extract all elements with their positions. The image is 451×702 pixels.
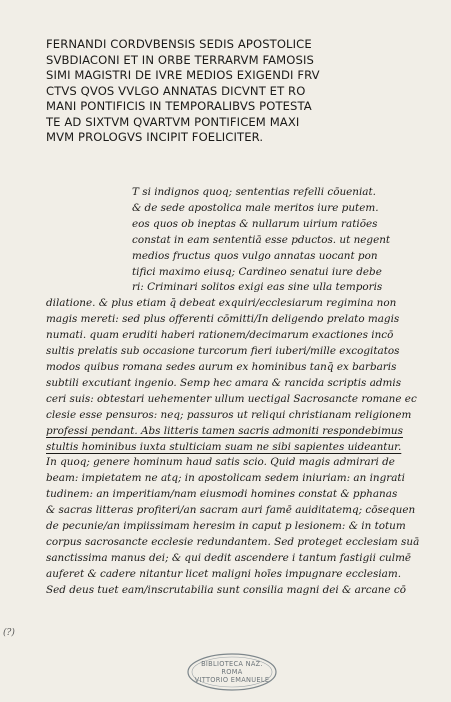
text-line: sultis prelatis sub occasione turcorum fieri iuberi/mille excogitatos (46, 345, 400, 358)
text-line: Sed deus tuet eam/inscrutabilia sunt consilia magni dei & arcane cō (46, 583, 407, 596)
stamp-line: BIBLIOTECA NAZ. (201, 660, 263, 668)
marginal-note: (?) (3, 628, 15, 638)
text-line: modos quibus romana sedes aurum ex hominibus tanq̄ ex barbaris (46, 360, 397, 373)
text-line: constat in eam sententiā esse pductos. ut negent (132, 233, 391, 246)
heading-line: MANI PONTIFICIS IN TEMPORALIBVS POTESTA (46, 99, 312, 113)
text-line: numati. quam eruditi haberi rationem/decimarum exactiones incō (46, 329, 394, 342)
text-line: subtili excutiant ingenio. Semp hec amara & rancida scriptis admis (46, 376, 402, 389)
text-line: tudinem: an imperitiam/nam eiusmodi homines constat & pphanas (46, 488, 398, 501)
heading-line: TE AD SIXTVM QVARTVM PONTIFICEM MAXI (46, 114, 300, 129)
text-line: dilatione. & plus etiam q̄ debeat exquiri/ecclesiarum regimina non (46, 297, 397, 310)
heading-line: SIMI MAGISTRI DE IVRE MEDIOS EXIGENDI FRV (46, 68, 320, 82)
text-line: stultis hominibus iuxta stulticiam suam ne sibi sapientes uideantur. (46, 440, 402, 453)
text-line: beam: impietatem ne atq; in apostolicam sedem iniuriam: an ingrati (46, 472, 405, 485)
heading-line: CTVS QVOS VVLGO ANNATAS DICVNT ET RO (46, 83, 306, 98)
text-line: auferet & cadere nitantur licet maligni hoīes impugnare ecclesiam. (46, 567, 402, 580)
text-line: de pecunie/an impiissimam heresim in caput p lesionem: & in totum (46, 520, 406, 533)
text-line: & de sede apostolica male meritos iure putem. (132, 201, 379, 214)
stamp-line: ROMA (221, 668, 243, 676)
text-line: sanctissima manus dei; & qui dedit ascendere i tantum fastigii culmē (46, 551, 412, 564)
text-line: T si indignos quoq; sententias refelli cōueniat. (132, 186, 376, 198)
page-heading (46, 37, 438, 146)
library-stamp (186, 651, 278, 693)
text-line: professi pendant. Abs litteris tamen sacris admoniti respondebimus (46, 424, 403, 437)
text-line: corpus sacrosancte ecclesie redundantem. Sed proteget ecclesiam suā (46, 535, 420, 548)
body-text (46, 185, 444, 599)
text-line: ceri suis: obtestari uehementer ullum uectigal Sacrosancte romane ec (46, 392, 417, 405)
text-line: & sacras litteras profiteri/an sacram auri famē auiditatemq; cōsequen (46, 504, 416, 517)
text-line: magis mereti: sed plus offerenti cōmitti/In deligendo prelato magis (46, 313, 400, 326)
text-line: clesie esse pensuros: neq; passuros ut reliqui christianam religionem (46, 408, 412, 421)
heading-line: MVM PROLOGVS INCIPIT FOELICITER. (46, 130, 264, 144)
stamp-line: VITTORIO EMANUELE (194, 676, 270, 684)
text-line: eos quos ob ineptas & nullarum uirium ratiões (132, 217, 378, 230)
text-line: ri: Criminari solitos exigi eas sine ulla temporis (132, 281, 383, 294)
heading-line: SVBDIACONI ET IN ORBE TERRARVM FAMOSIS (46, 52, 314, 67)
text-line: medios fructus quos vulgo annatas uocant pon (132, 249, 378, 262)
text-line: tifici maximo eiusq; Cardineo senatui iure debe (132, 265, 382, 278)
heading-line: FERNANDI CORDVBENSIS SEDIS APOSTOLICE (46, 37, 312, 51)
text-line: In quoq; genere hominum haud satis scio. Quid magis admirari de (46, 456, 395, 469)
